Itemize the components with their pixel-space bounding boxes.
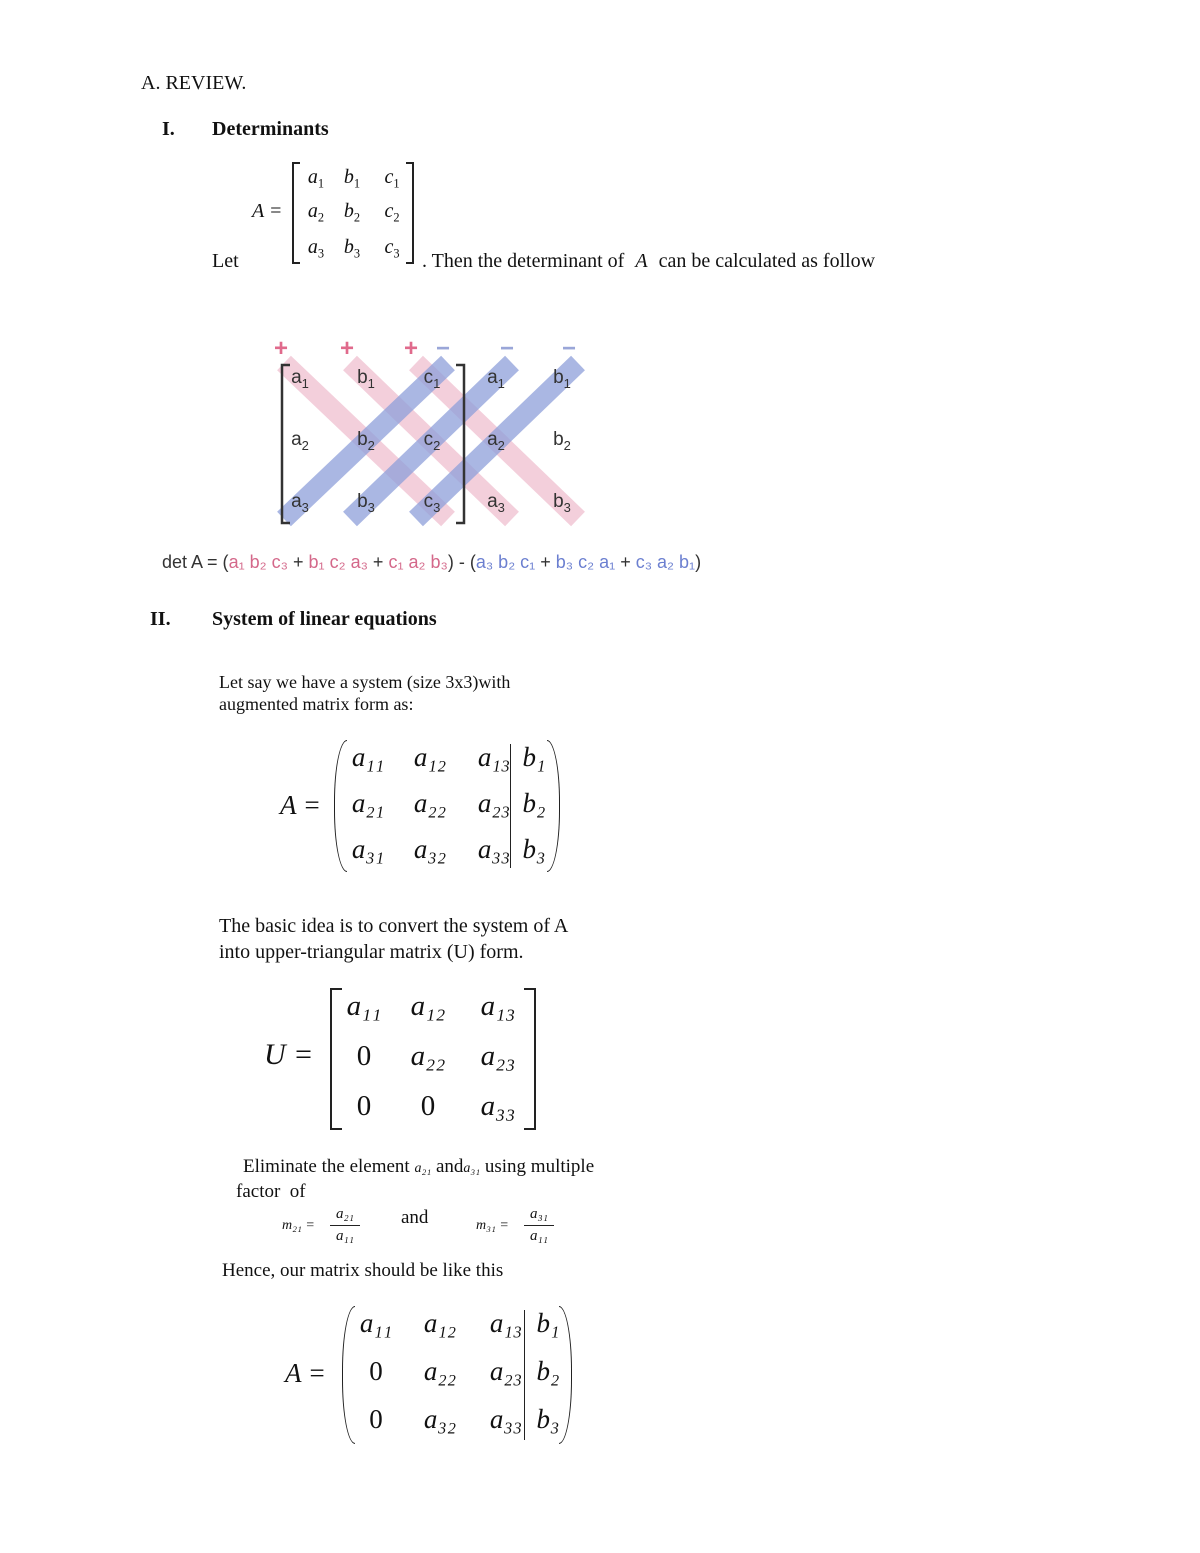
sarrus-plus-sign: + <box>274 335 289 362</box>
section-2-number: II. <box>150 608 171 630</box>
idea-line-1: The basic idea is to convert the system of A <box>219 915 569 937</box>
aug-matrix <box>334 740 560 874</box>
det-matrix-cell: $b_2$ <box>343 200 361 225</box>
det-formula-plus: + <box>615 552 636 572</box>
det-matrix-cell: $a_3$ <box>307 236 325 261</box>
idea-line-2: into upper-triangular matrix (U) form. <box>219 941 524 963</box>
sarrus-cell: $b_2$ <box>553 429 571 454</box>
m21-fraction <box>330 1206 360 1245</box>
aug-matrix-cell: b₂ <box>522 788 546 818</box>
det-formula-lhs: det A = ( <box>162 552 229 572</box>
sarrus-diagram <box>270 335 600 535</box>
aug-matrix-cell: a₁₃ <box>477 742 511 772</box>
sarrus-cell: $a_2$ <box>291 429 309 454</box>
result-matrix-cell: b₂ <box>536 1356 560 1386</box>
aug-matrix-cell: a₁₂ <box>413 742 447 772</box>
elim-a21: a₂₁ <box>414 1161 432 1176</box>
aug-matrix-cell: a₃₃ <box>477 834 511 864</box>
aug-matrix-cell: a₁₁ <box>351 742 385 772</box>
m21-denominator: a₁₁ <box>336 1228 354 1244</box>
page-heading: A. REVIEW. <box>141 72 247 94</box>
sarrus-cell: $c_1$ <box>423 367 441 392</box>
det-matrix-cell: $b_1$ <box>343 166 361 191</box>
sarrus-cell: $b_2$ <box>357 429 375 454</box>
aug-matrix-cell: a₃₂ <box>413 834 447 864</box>
then-text: . Then the determinant of <box>422 250 625 272</box>
det-matrix-lhs: A = <box>252 200 283 222</box>
det-formula-positive-term: b₁ c₂ a₃ <box>308 552 368 572</box>
sarrus-minus-sign: − <box>500 335 515 362</box>
intro-line-1: Let say we have a system (size 3x3)with <box>219 672 511 692</box>
det-matrix-cell: $a_1$ <box>307 166 325 191</box>
u-matrix-cell: a₁₃ <box>480 990 516 1022</box>
sarrus-cell: $a_3$ <box>291 491 309 516</box>
intro-line-2: augmented matrix form as: <box>219 694 414 714</box>
elim-and: and <box>435 1156 464 1177</box>
u-matrix-cell: a₂₂ <box>410 1040 446 1072</box>
sarrus-plus-sign: + <box>404 335 419 362</box>
det-formula-end: ) <box>695 552 702 572</box>
u-matrix-lhs: U = <box>264 1038 314 1071</box>
sarrus-cell: $a_2$ <box>487 429 505 454</box>
result-matrix-cell: a₃₂ <box>423 1404 457 1434</box>
aug-matrix-cell: a₂₁ <box>351 788 385 818</box>
sarrus-cell: $a_1$ <box>291 367 309 392</box>
aug-matrix-cell: a₃₁ <box>351 834 385 864</box>
m31-denominator: a₁₁ <box>530 1228 548 1244</box>
and-word: and <box>401 1207 429 1228</box>
result-matrix-cell: b₁ <box>536 1308 560 1338</box>
det-matrix <box>292 162 414 264</box>
sarrus-plus-sign: + <box>340 335 355 362</box>
elim-post: using multiple <box>484 1156 595 1177</box>
result-matrix-lhs: A = <box>285 1358 326 1388</box>
sarrus-cell: $c_3$ <box>423 491 441 516</box>
m21-numerator: a₂₁ <box>336 1206 354 1222</box>
sarrus-cell: $b_1$ <box>553 367 571 392</box>
aug-matrix-lhs: A = <box>280 790 321 820</box>
u-matrix <box>330 988 536 1130</box>
sarrus-cell: $a_3$ <box>487 491 505 516</box>
det-formula-negative-term: b₃ c₂ a₁ <box>555 552 616 572</box>
u-matrix-cell: a₂₃ <box>480 1040 516 1072</box>
det-formula-positive-term: a₁ b₂ c₃ <box>228 552 288 572</box>
sarrus-cell: $b_1$ <box>357 367 375 392</box>
result-matrix-cell: 0 <box>369 1404 383 1434</box>
then-sentence <box>422 250 875 273</box>
result-matrix-cell: 0 <box>369 1356 383 1386</box>
aug-matrix-cell: a₂₂ <box>413 788 447 818</box>
det-formula-plus: + <box>535 552 556 572</box>
u-matrix-cell: a₁₁ <box>346 990 382 1022</box>
det-formula-negative-term: c₃ a₂ b₁ <box>635 552 696 572</box>
sarrus-minus-sign: − <box>562 335 577 362</box>
elim-pre: Eliminate the element <box>243 1156 410 1177</box>
det-matrix-cell: $c_2$ <box>384 200 400 225</box>
result-matrix-cell: b₃ <box>536 1404 560 1434</box>
result-matrix <box>342 1306 572 1446</box>
det-matrix-cell: $b_3$ <box>343 236 361 261</box>
u-matrix-cell: 0 <box>420 1090 436 1122</box>
u-matrix-cell: 0 <box>356 1090 372 1122</box>
eliminate-line <box>243 1156 594 1178</box>
aug-matrix-cell: a₂₃ <box>477 788 511 818</box>
let-word: Let <box>212 250 239 272</box>
u-matrix-cell: 0 <box>356 1040 372 1072</box>
elim-a31: a₃₁ <box>463 1161 481 1176</box>
det-matrix-cell: $c_1$ <box>384 166 400 191</box>
det-matrix-cell: $c_3$ <box>384 236 400 261</box>
sarrus-right-bracket <box>456 365 464 523</box>
det-formula-mid: ) - ( <box>447 552 476 572</box>
m31-numerator: a₃₁ <box>530 1206 548 1222</box>
sarrus-minus-sign: − <box>436 335 451 362</box>
det-formula <box>162 552 701 573</box>
m21-lhs: m₂₁ = <box>282 1218 315 1233</box>
section-2-title: System of linear equations <box>212 608 437 630</box>
result-matrix-cell: a₂₂ <box>423 1356 457 1386</box>
sarrus-cell: $b_3$ <box>553 491 571 516</box>
result-matrix-cell: a₁₁ <box>359 1308 393 1338</box>
hence-text: Hence, our matrix should be like this <box>222 1260 504 1281</box>
det-formula-plus: + <box>367 552 389 572</box>
det-formula-positive-term: c₁ a₂ b₃ <box>388 552 448 572</box>
section-1-title: Determinants <box>212 118 329 140</box>
u-matrix-cell: a₃₃ <box>480 1090 516 1122</box>
result-matrix-cell: a₁₃ <box>489 1308 523 1338</box>
u-matrix-cell: a₁₂ <box>410 990 446 1022</box>
then-tail: can be calculated as follow <box>658 250 876 272</box>
sarrus-cell: $c_2$ <box>423 429 441 454</box>
result-matrix-cell: a₂₃ <box>489 1356 523 1386</box>
result-matrix-cell: a₁₂ <box>423 1308 457 1338</box>
det-formula-negative-term: a₃ b₂ c₁ <box>475 552 536 572</box>
factor-text: factor of <box>236 1181 306 1202</box>
aug-matrix-cell: b₁ <box>522 742 546 772</box>
det-matrix-cell: $a_2$ <box>307 200 325 225</box>
det-formula-plus: + <box>287 552 309 572</box>
m31-fraction <box>524 1206 554 1245</box>
sarrus-cell: $b_3$ <box>357 491 375 516</box>
sarrus-cell: $a_1$ <box>487 367 505 392</box>
then-symbol: A <box>635 250 648 272</box>
m31-lhs: m₃₁ = <box>476 1218 509 1233</box>
aug-matrix-cell: b₃ <box>522 834 546 864</box>
section-1-number: I. <box>162 118 175 140</box>
result-matrix-cell: a₃₃ <box>489 1404 523 1434</box>
